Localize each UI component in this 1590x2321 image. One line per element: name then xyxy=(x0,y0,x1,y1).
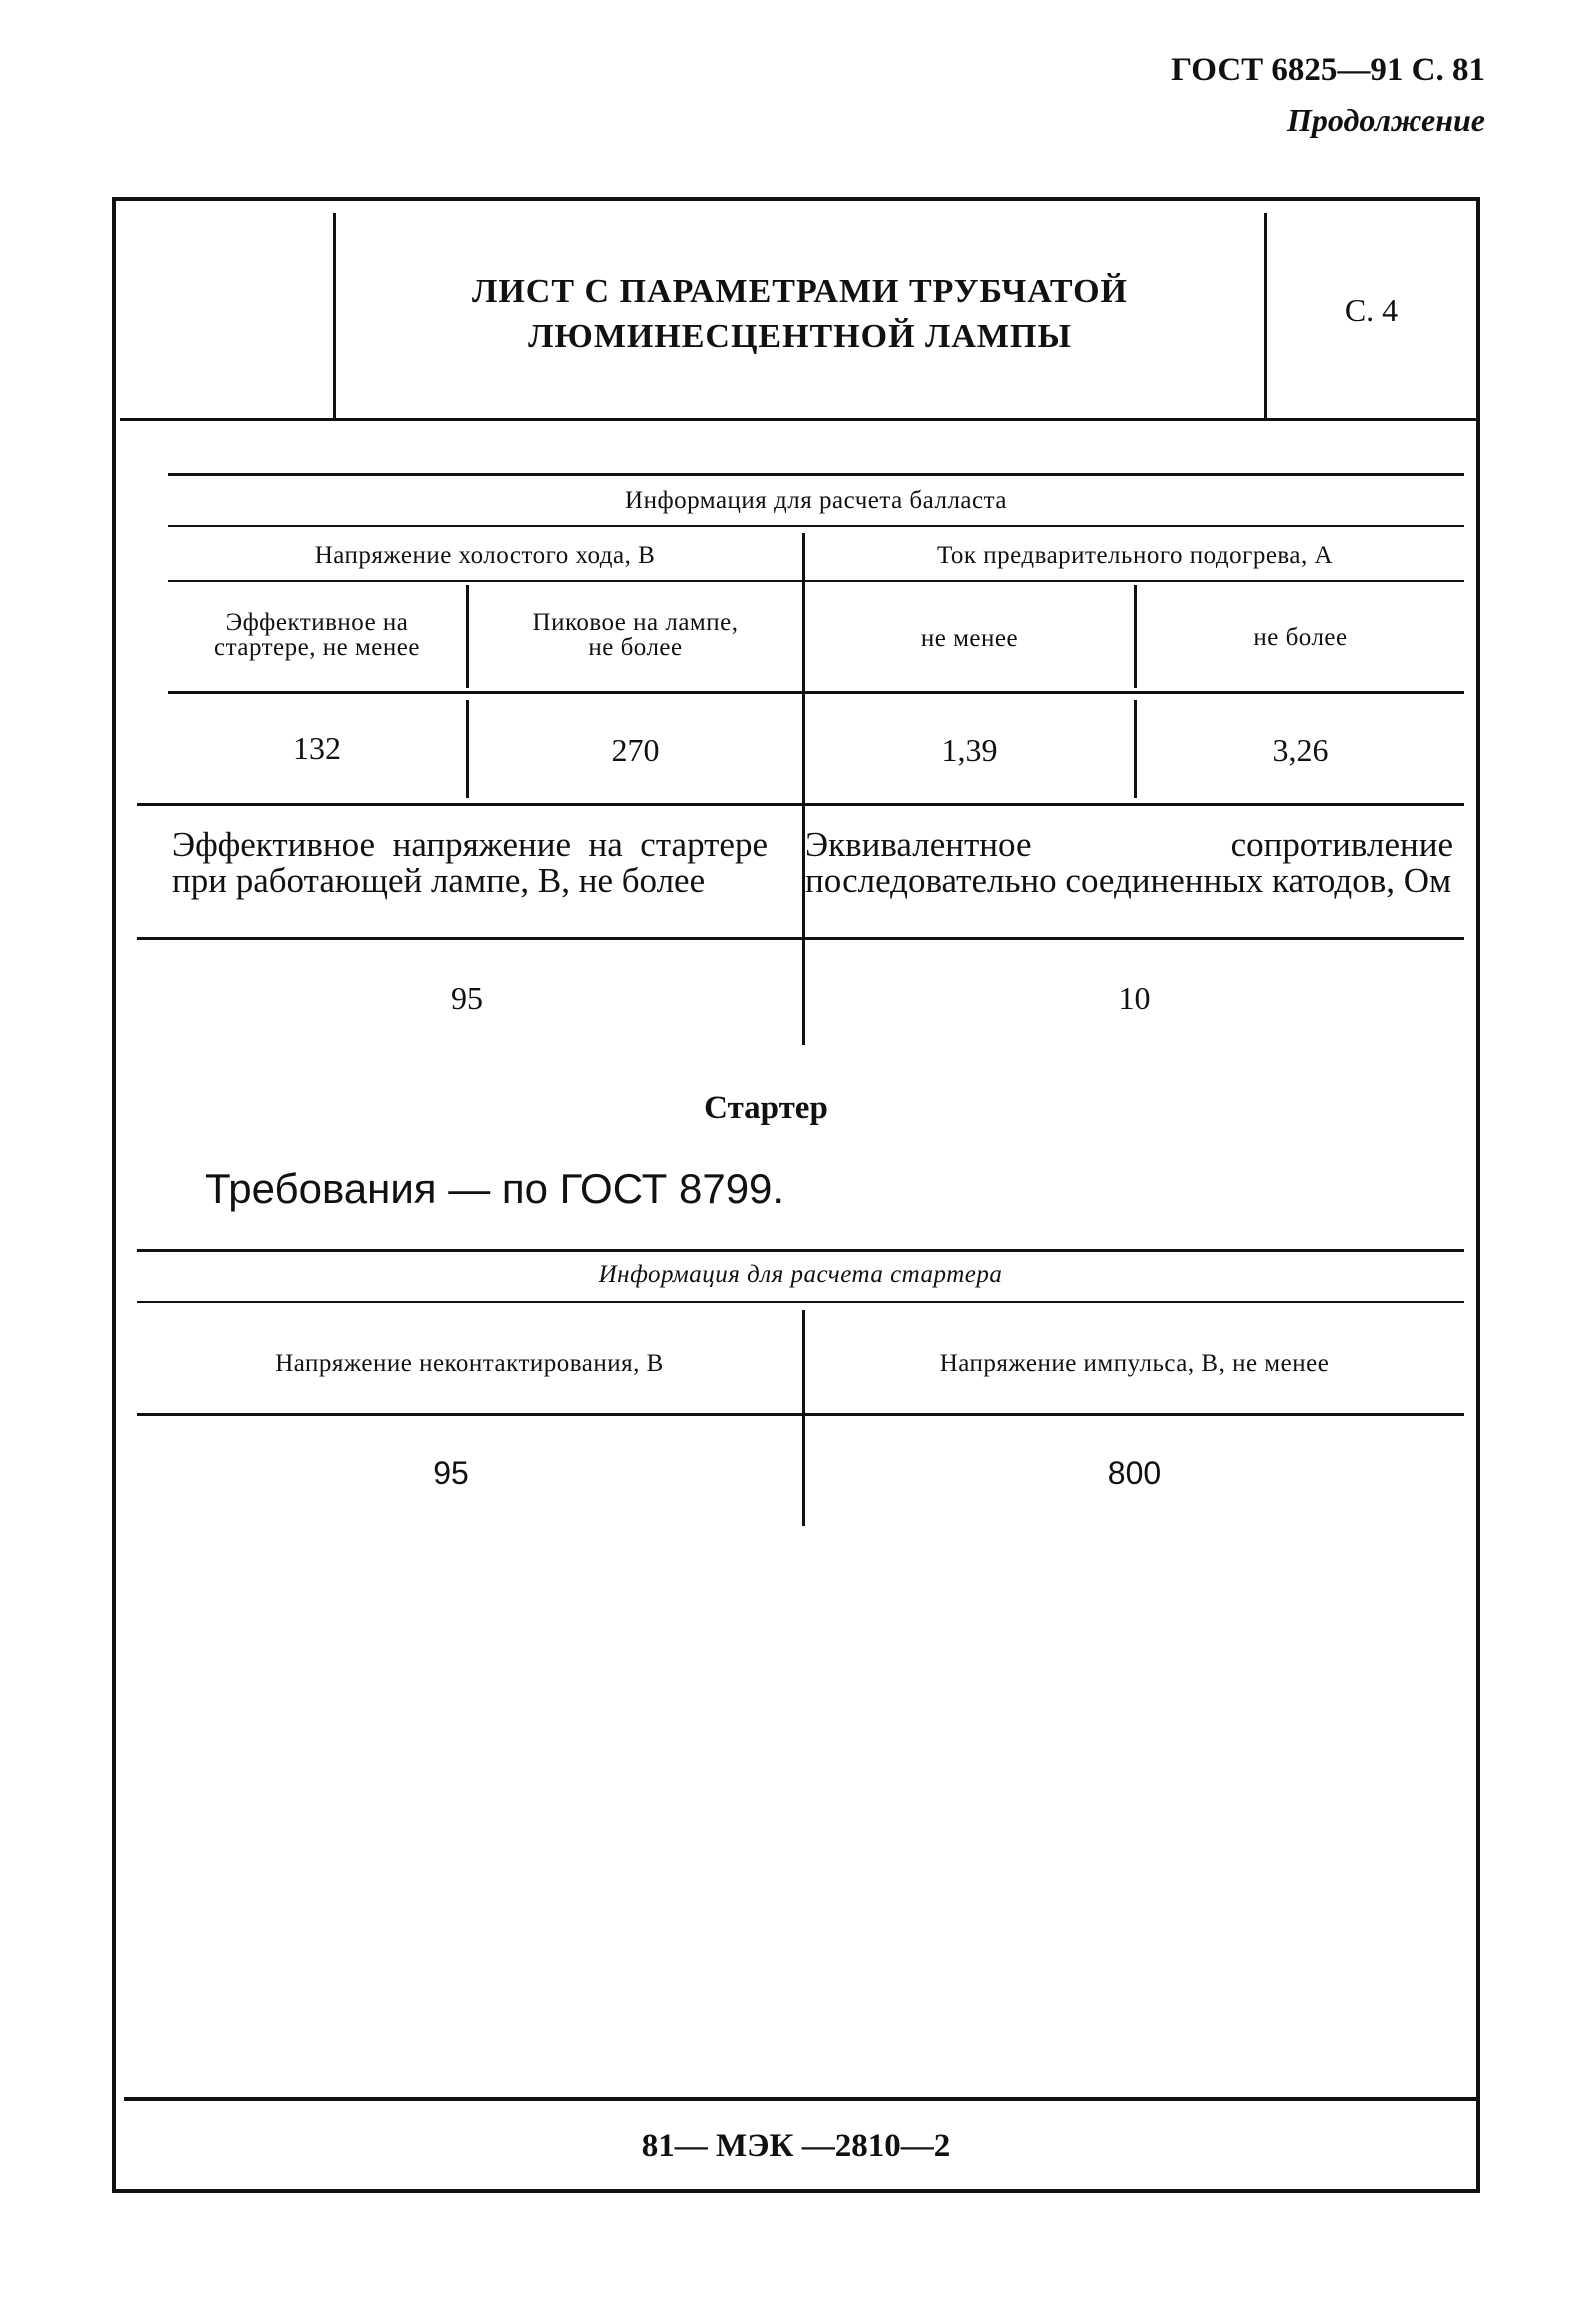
col-header-non-contact-voltage: Напряжение неконтактирования, В xyxy=(275,1350,664,1377)
col-header-peak-line1: Пиковое на лампе, xyxy=(532,609,739,636)
param-rule-right xyxy=(805,937,1464,940)
value-cathode-resistance: 10 xyxy=(1118,980,1151,1016)
starter-requirement: Требования — по ГОСТ 8799. xyxy=(205,1165,785,1212)
col-header-current-max: не более xyxy=(1253,624,1348,651)
starter-table-divider xyxy=(802,1310,805,1526)
frame-top-border xyxy=(112,197,1480,201)
value-non-contact-voltage: 95 xyxy=(433,1455,469,1491)
continuation-label: Продолжение xyxy=(1287,102,1485,138)
ballast-values-bottom-rule xyxy=(137,803,1464,806)
starter-table-top-rule xyxy=(137,1249,1464,1252)
sheet-number: С. 4 xyxy=(1344,292,1399,328)
title-block-left-divider xyxy=(333,213,336,420)
frame-right-border xyxy=(1476,197,1480,2193)
value-pulse-voltage: 800 xyxy=(1107,1455,1162,1491)
col-header-current-min: не менее xyxy=(920,625,1019,652)
group-header-open-circuit-voltage: Напряжение холостого хода, В xyxy=(314,542,656,569)
value-effective-starter-voltage: 132 xyxy=(293,730,341,766)
col-header-effective-line2: стартере, не менее xyxy=(214,634,420,661)
sheet-title-line2: ЛЮМИНЕСЦЕНТНОЙ ЛАМПЫ xyxy=(528,318,1072,355)
title-block-bottom-border xyxy=(120,418,1476,421)
starter-caption-rule xyxy=(137,1301,1464,1303)
ballast-main-divider xyxy=(802,533,805,1045)
footer-top-rule xyxy=(124,2097,1476,2101)
footer-code: 81— МЭК —2810—2 xyxy=(641,2128,951,2164)
ballast-caption-rule xyxy=(168,525,1464,527)
frame-left-border xyxy=(112,197,116,2193)
value-preheat-current-max: 3,26 xyxy=(1272,732,1329,768)
col-header-pulse-voltage: Напряжение импульса, В, не менее xyxy=(939,1350,1330,1377)
starter-header-bottom-rule xyxy=(137,1413,1464,1416)
param-cathode-resistance: Эквивалентное сопротивление последовательно соединенных катодов, Ом xyxy=(805,825,1453,900)
group-header-preheat-current: Ток предварительного подогрева, А xyxy=(936,542,1334,569)
ballast-table-caption: Информация для расчета балласта xyxy=(625,487,1007,514)
ballast-group-rule xyxy=(168,580,1464,582)
value-peak-lamp-voltage: 270 xyxy=(611,732,660,768)
sheet-title-line1: ЛИСТ С ПАРАМЕТРАМИ ТРУБЧАТОЙ xyxy=(472,273,1128,310)
col-header-peak-line2: не более xyxy=(588,634,683,661)
value-starter-voltage-running: 95 xyxy=(451,980,483,1016)
param-starter-voltage-running: Эффективное напряжение на стартере при работающей лампе, В, не более xyxy=(172,825,768,900)
col-header-effective-line1: Эффективное на xyxy=(225,609,409,636)
ballast-table-top-rule xyxy=(168,473,1464,476)
value-preheat-current-min: 1,39 xyxy=(941,732,998,768)
document-reference: ГОСТ 6825—91 С. 81 xyxy=(1171,52,1485,88)
starter-table-caption: Информация для расчета стартера xyxy=(598,1261,1003,1288)
ballast-header-bottom-rule xyxy=(168,691,1464,694)
frame-bottom-border xyxy=(112,2189,1480,2193)
param-rule-left xyxy=(137,937,802,940)
starter-heading: Стартер xyxy=(704,1090,828,1126)
